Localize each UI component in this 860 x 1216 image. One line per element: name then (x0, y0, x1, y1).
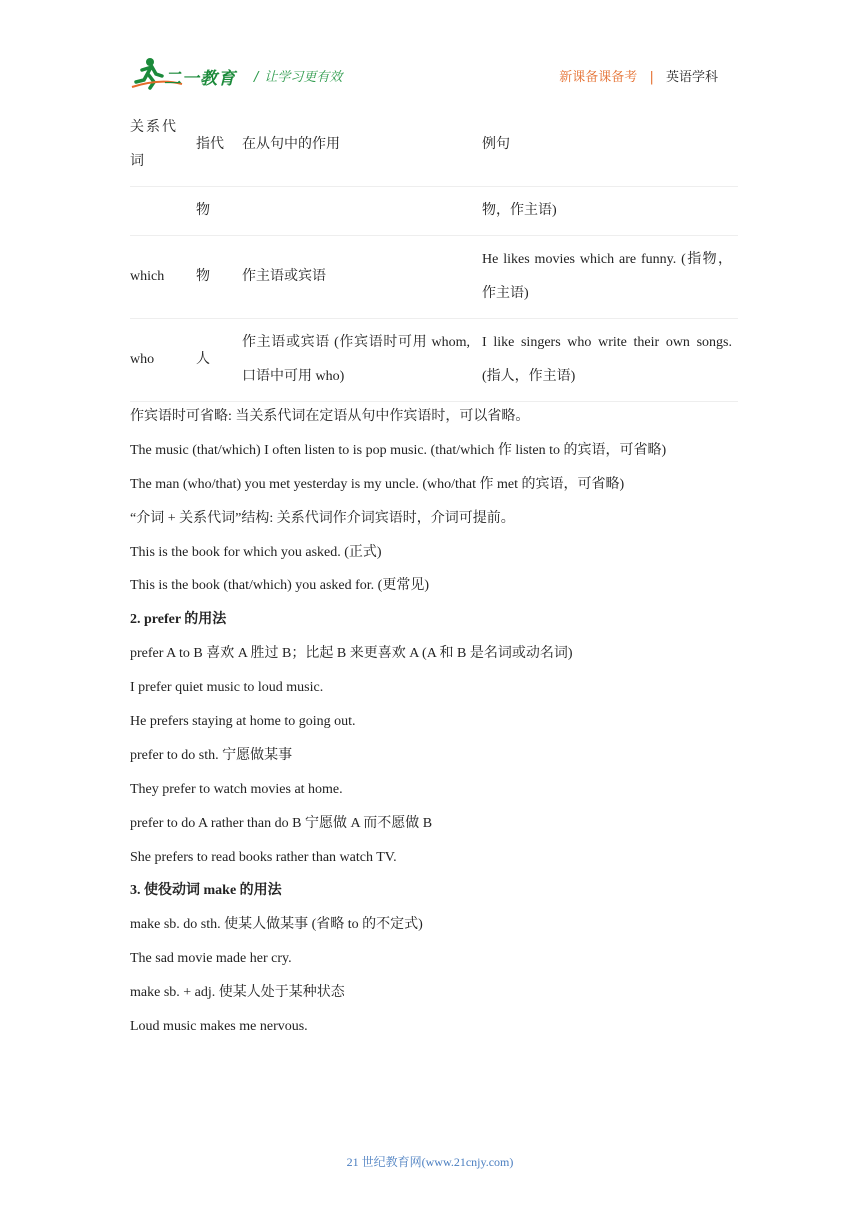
note-line: This is the book for which you asked. (正式) (130, 544, 382, 560)
table-header-row (130, 104, 738, 187)
note-line: The music (that/which) I often listen to is pop music. (that/which 作 listen to 的宾语，可省略) (130, 442, 667, 458)
table-cell: 人 (196, 319, 242, 402)
note-line: make sb. + adj. 使某人处于某种状态 (130, 985, 345, 1001)
table-header-cell (130, 104, 196, 187)
table-cell: 物 (196, 187, 242, 236)
notes-body (130, 400, 740, 1044)
table-cell: who (130, 319, 196, 402)
table-header-cell: 例句 (482, 104, 738, 187)
section-heading: 2. prefer 的用法 (130, 612, 227, 628)
table-cell: 作主语或宾语 (242, 236, 482, 319)
example-sentence: He likes movies which are funny. (指物，作主语) (482, 252, 732, 301)
table-cell (482, 236, 738, 319)
table-cell (242, 187, 482, 236)
note-line: “介词 + 关系代词”结构: 关系代词作介词宾语时，介词可提前。 (130, 510, 515, 526)
table-cell (242, 319, 482, 402)
note-line: They prefer to watch movies at home. (130, 781, 343, 797)
section-heading: 3. 使役动词 make 的用法 (130, 883, 282, 899)
header-subject (559, 66, 718, 85)
note-line: prefer A to B 喜欢 A 胜过 B；比起 B 来更喜欢 A (A 和 B 是名词或动名词) (130, 646, 573, 662)
slogan-text: 让学习更有效 (264, 70, 343, 85)
table-cell (482, 319, 738, 402)
note-line: The sad movie made her cry. (130, 951, 292, 967)
table-row (130, 236, 738, 319)
table-cell: which (130, 236, 196, 319)
header-separator: | (649, 70, 654, 85)
note-line: Loud music makes me nervous. (130, 1019, 308, 1035)
note-line: She prefers to read books rather than watch TV. (130, 849, 397, 865)
table-cell (130, 187, 196, 236)
header-pronoun: 关系代词 (130, 120, 178, 169)
logo-text: 二一教育 (164, 69, 236, 89)
course-prep-label: 新课备课备考 (559, 70, 638, 85)
table-cell: 物 (196, 236, 242, 319)
table-row (130, 319, 738, 402)
table-row (130, 187, 738, 236)
table-cell: 物，作主语) (482, 187, 738, 236)
role-description: 作主语或宾语 (作宾语时可用 whom, 口语中可用 who) (242, 335, 470, 384)
note-line: The man (who/that) you met yesterday is my uncle. (who/that 作 met 的宾语，可省略) (130, 476, 625, 492)
relative-pronoun-table (130, 104, 738, 402)
note-line: prefer to do A rather than do B 宁愿做 A 而不愿做 B (130, 815, 433, 831)
note-line: prefer to do sth. 宁愿做某事 (130, 747, 293, 763)
page-header (130, 56, 730, 92)
note-line: I prefer quiet music to loud music. (130, 680, 324, 696)
note-line: This is the book (that/which) you asked for. (更常见) (130, 578, 430, 594)
example-sentence: I like singers who write their own songs. (指人，作主语) (482, 335, 732, 384)
header-slogan: / 让学习更有效 (254, 70, 343, 85)
subject-label: 英语学科 (665, 70, 718, 85)
note-line: make sb. do sth. 使某人做某事 (省略 to 的不定式) (130, 917, 423, 933)
table-header-cell: 在从句中的作用 (242, 104, 482, 187)
note-line: He prefers staying at home to going out. (130, 714, 356, 730)
page-footer: 21 世纪教育网(www.21cnjy.com) (346, 1155, 514, 1169)
note-line: 作宾语时可省略: 当关系代词在定语从句中作宾语时，可以省略。 (130, 409, 530, 424)
table-header-cell: 指代 (196, 104, 242, 187)
